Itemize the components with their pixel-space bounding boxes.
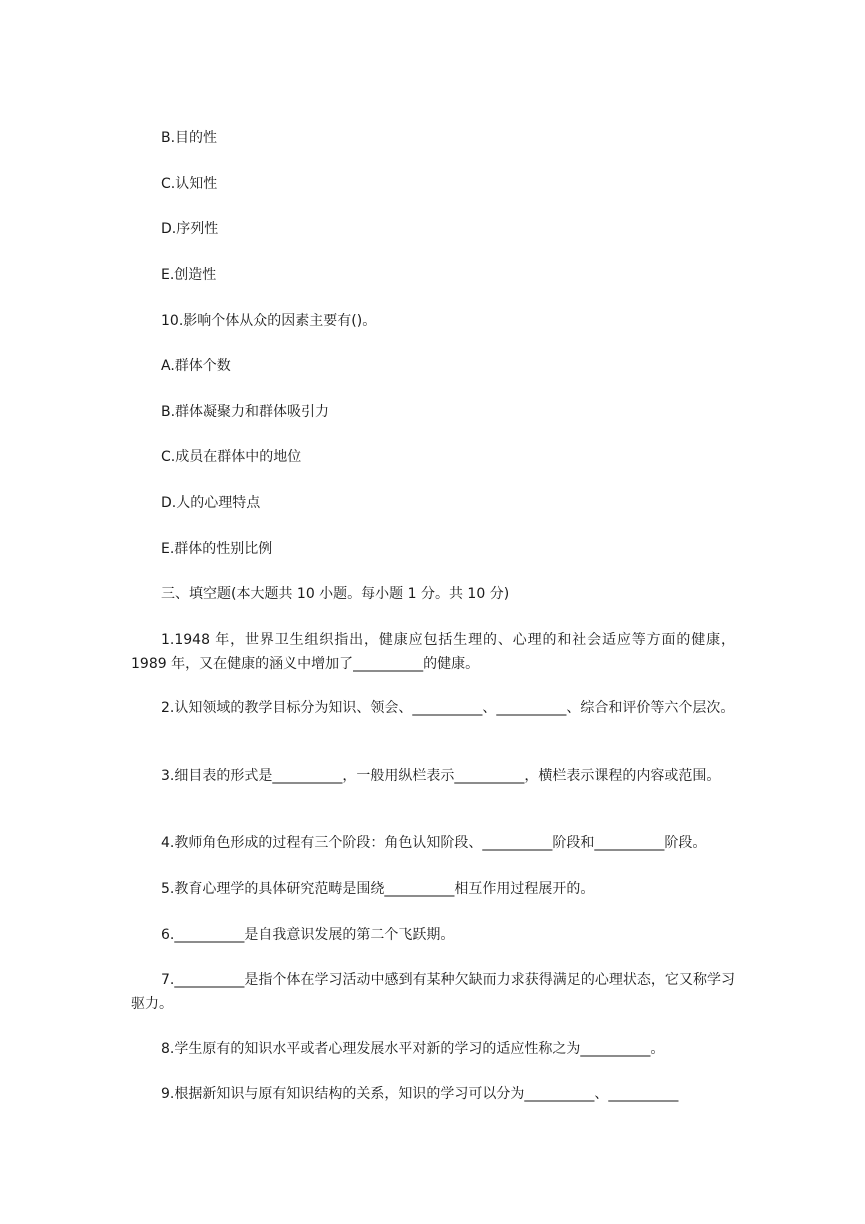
fill-blank-item-2: 2.认知领域的教学目标分为知识、领会、__________、__________、综合和评价等六个层次。 — [161, 700, 735, 716]
fill-blank-item-6: 6.__________是自我意识发展的第二个飞跃期。 — [161, 927, 455, 943]
q10-option-a: A.群体个数 — [161, 358, 231, 374]
q10-option-e: E.群体的性别比例 — [161, 541, 273, 557]
fill-blank-item-9: 9.根据新知识与原有知识结构的关系，知识的学习可以分为__________、__________ — [161, 1086, 679, 1102]
option-e-creative: E.创造性 — [161, 267, 217, 283]
fill-blank-item-5: 5.教育心理学的具体研究范畴是围绕__________相互作用过程展开的。 — [161, 881, 595, 897]
fill-blank-item-3: 3.细目表的形式是__________，一般用纵栏表示__________，横栏表示课程的内容或范围。 — [161, 768, 721, 784]
section-3-heading: 三、填空题(本大题共 10 小题。每小题 1 分。共 10 分) — [161, 586, 510, 602]
fill-blank-item-8: 8.学生原有的知识水平或者心理发展水平对新的学习的适应性称之为__________。 — [161, 1041, 665, 1057]
q10-option-b: B.群体凝聚力和群体吸引力 — [161, 404, 330, 420]
q10-option-c: C.成员在群体中的地位 — [161, 449, 302, 465]
fill-blank-item-1: 1.1948 年，世界卫生组织指出，健康应包括生理的、心理的和社会适应等方面的健康，1989 年，又在健康的涵义中增加了__________的健康。 — [131, 632, 735, 672]
question-10-stem: 10.影响个体从众的因素主要有()。 — [161, 313, 377, 329]
option-b-purposeful: B.目的性 — [161, 130, 218, 146]
option-d-sequential: D.序列性 — [161, 221, 219, 237]
fill-blank-item-7: 7.__________是指个体在学习活动中感到有某种欠缺而力求获得满足的心理状态，它又称学习驱力。 — [131, 972, 735, 1012]
option-c-cognitive: C.认知性 — [161, 176, 218, 192]
q10-option-d: D.人的心理特点 — [161, 495, 261, 511]
fill-blank-item-4: 4.教师角色形成的过程有三个阶段：角色认知阶段、__________阶段和__________阶段。 — [161, 835, 707, 851]
